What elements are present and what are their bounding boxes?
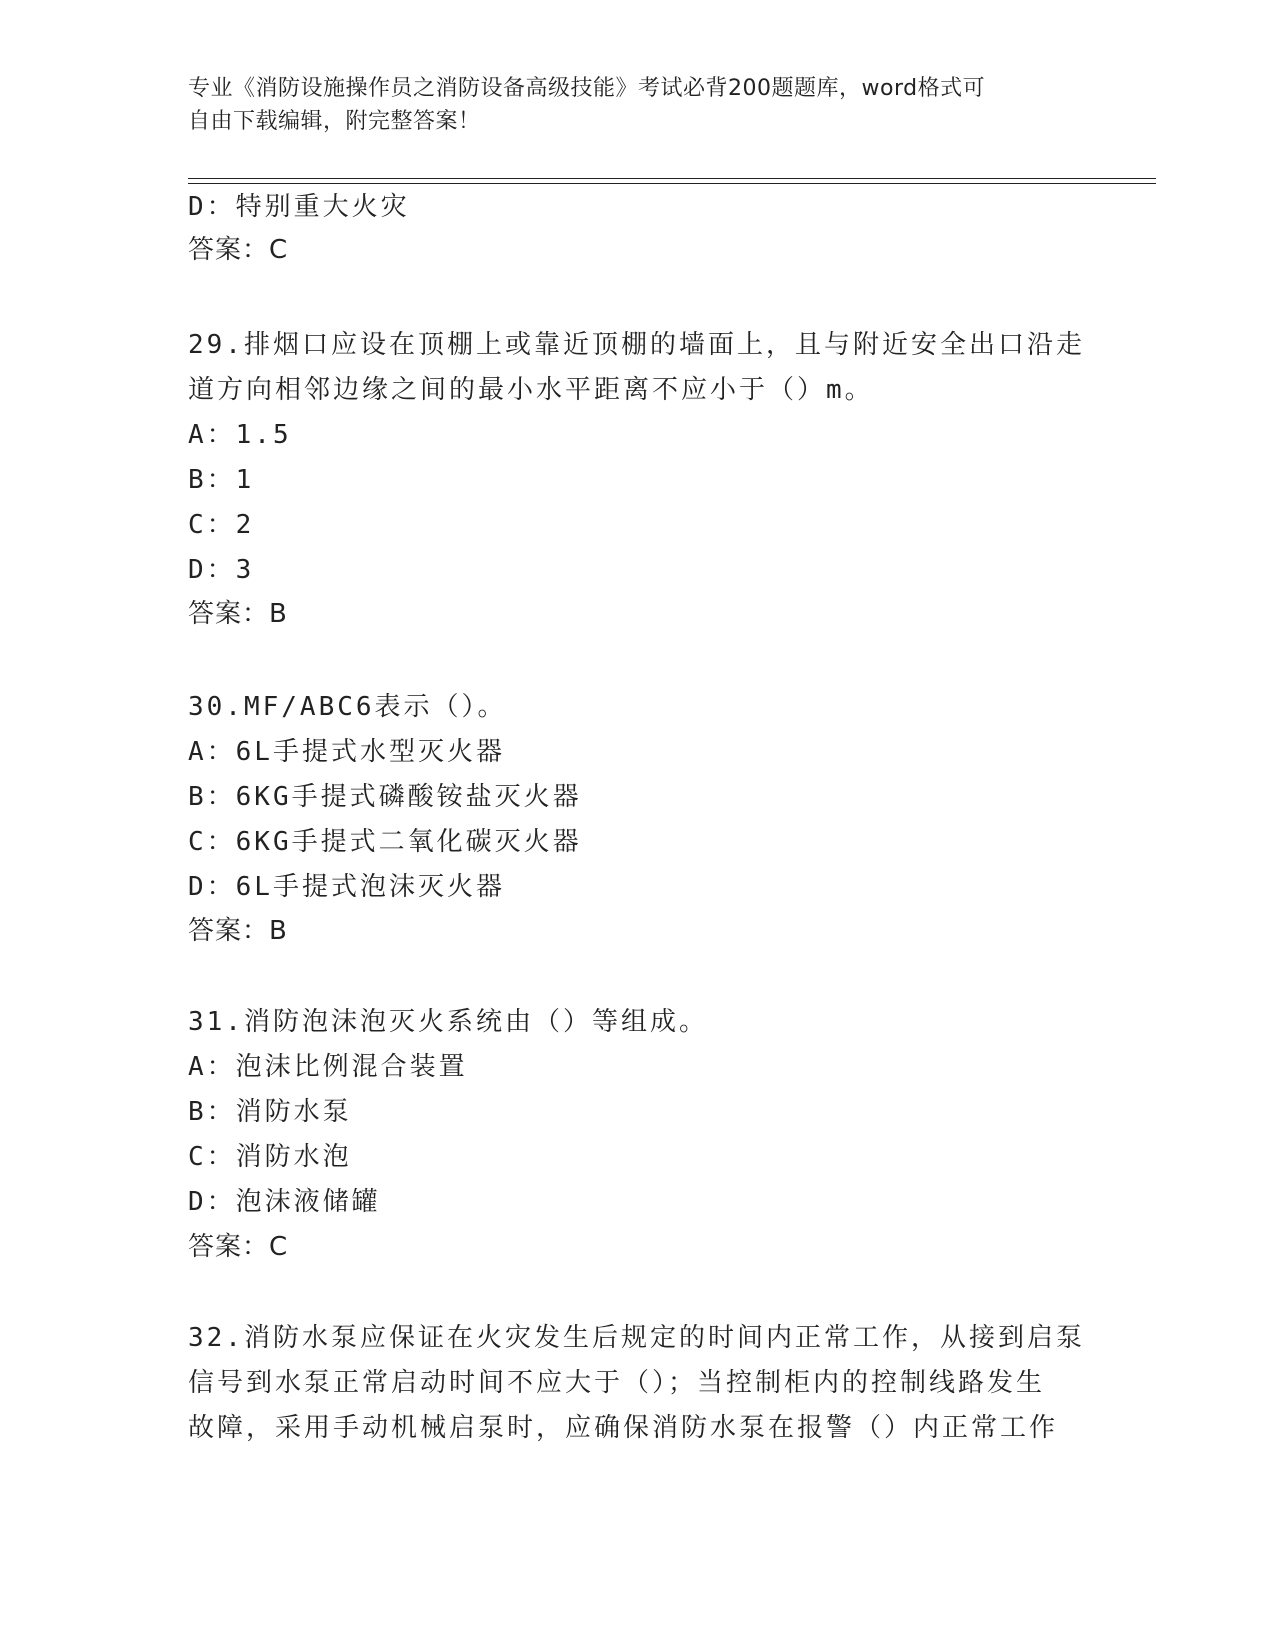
q29-question-line-1: 29.排烟口应设在顶棚上或靠近顶棚的墙面上，且与附近安全出口沿走 xyxy=(188,330,1085,360)
q31-answer: 答案：C xyxy=(188,1232,289,1262)
q28-option-d: D：特别重大火灾 xyxy=(188,192,410,222)
q30-option-b: B：6KG手提式磷酸铵盐灭火器 xyxy=(188,782,582,812)
q30-option-c: C：6KG手提式二氧化碳灭火器 xyxy=(188,827,582,857)
q32-question-line-1: 32.消防水泵应保证在火灾发生后规定的时间内正常工作，从接到启泵 xyxy=(188,1323,1085,1353)
q30-answer: 答案：B xyxy=(188,916,288,946)
header-line-1: 专业《消防设施操作员之消防设备高级技能》考试必背200题题库，word格式可 xyxy=(188,76,986,101)
q31-option-d: D：泡沫液储罐 xyxy=(188,1187,381,1217)
q31-question-line-1: 31.消防泡沫泡灭火系统由（）等组成。 xyxy=(188,1007,708,1037)
q30-option-d: D：6L手提式泡沫灭火器 xyxy=(188,872,505,902)
header-divider-top xyxy=(188,178,1156,179)
q28-answer: 答案：C xyxy=(188,235,289,265)
q30-option-a: A：6L手提式水型灭火器 xyxy=(188,737,505,767)
q29-option-c: C：2 xyxy=(188,510,255,540)
q31-option-c: C：消防水泡 xyxy=(188,1142,352,1172)
q29-question-line-2: 道方向相邻边缘之间的最小水平距离不应小于（）m。 xyxy=(188,375,874,405)
header-divider-bottom xyxy=(188,183,1156,184)
q29-answer: 答案：B xyxy=(188,599,288,629)
q29-option-a: A：1.5 xyxy=(188,420,292,450)
q32-question-line-2: 信号到水泵正常启动时间不应大于（）；当控制柜内的控制线路发生 xyxy=(188,1368,1046,1398)
q32-question-line-3: 故障，采用手动机械启泵时，应确保消防水泵在报警（）内正常工作 xyxy=(188,1413,1059,1443)
q29-option-d: D：3 xyxy=(188,555,255,585)
q30-question-line-1: 30.MF/ABC6表示（）。 xyxy=(188,692,507,722)
q29-option-b: B：1 xyxy=(188,465,255,495)
q31-option-b: B：消防水泵 xyxy=(188,1097,352,1127)
q31-option-a: A：泡沫比例混合装置 xyxy=(188,1052,468,1082)
header-line-2: 自由下载编辑，附完整答案！ xyxy=(188,109,481,134)
document-header xyxy=(188,72,1088,138)
